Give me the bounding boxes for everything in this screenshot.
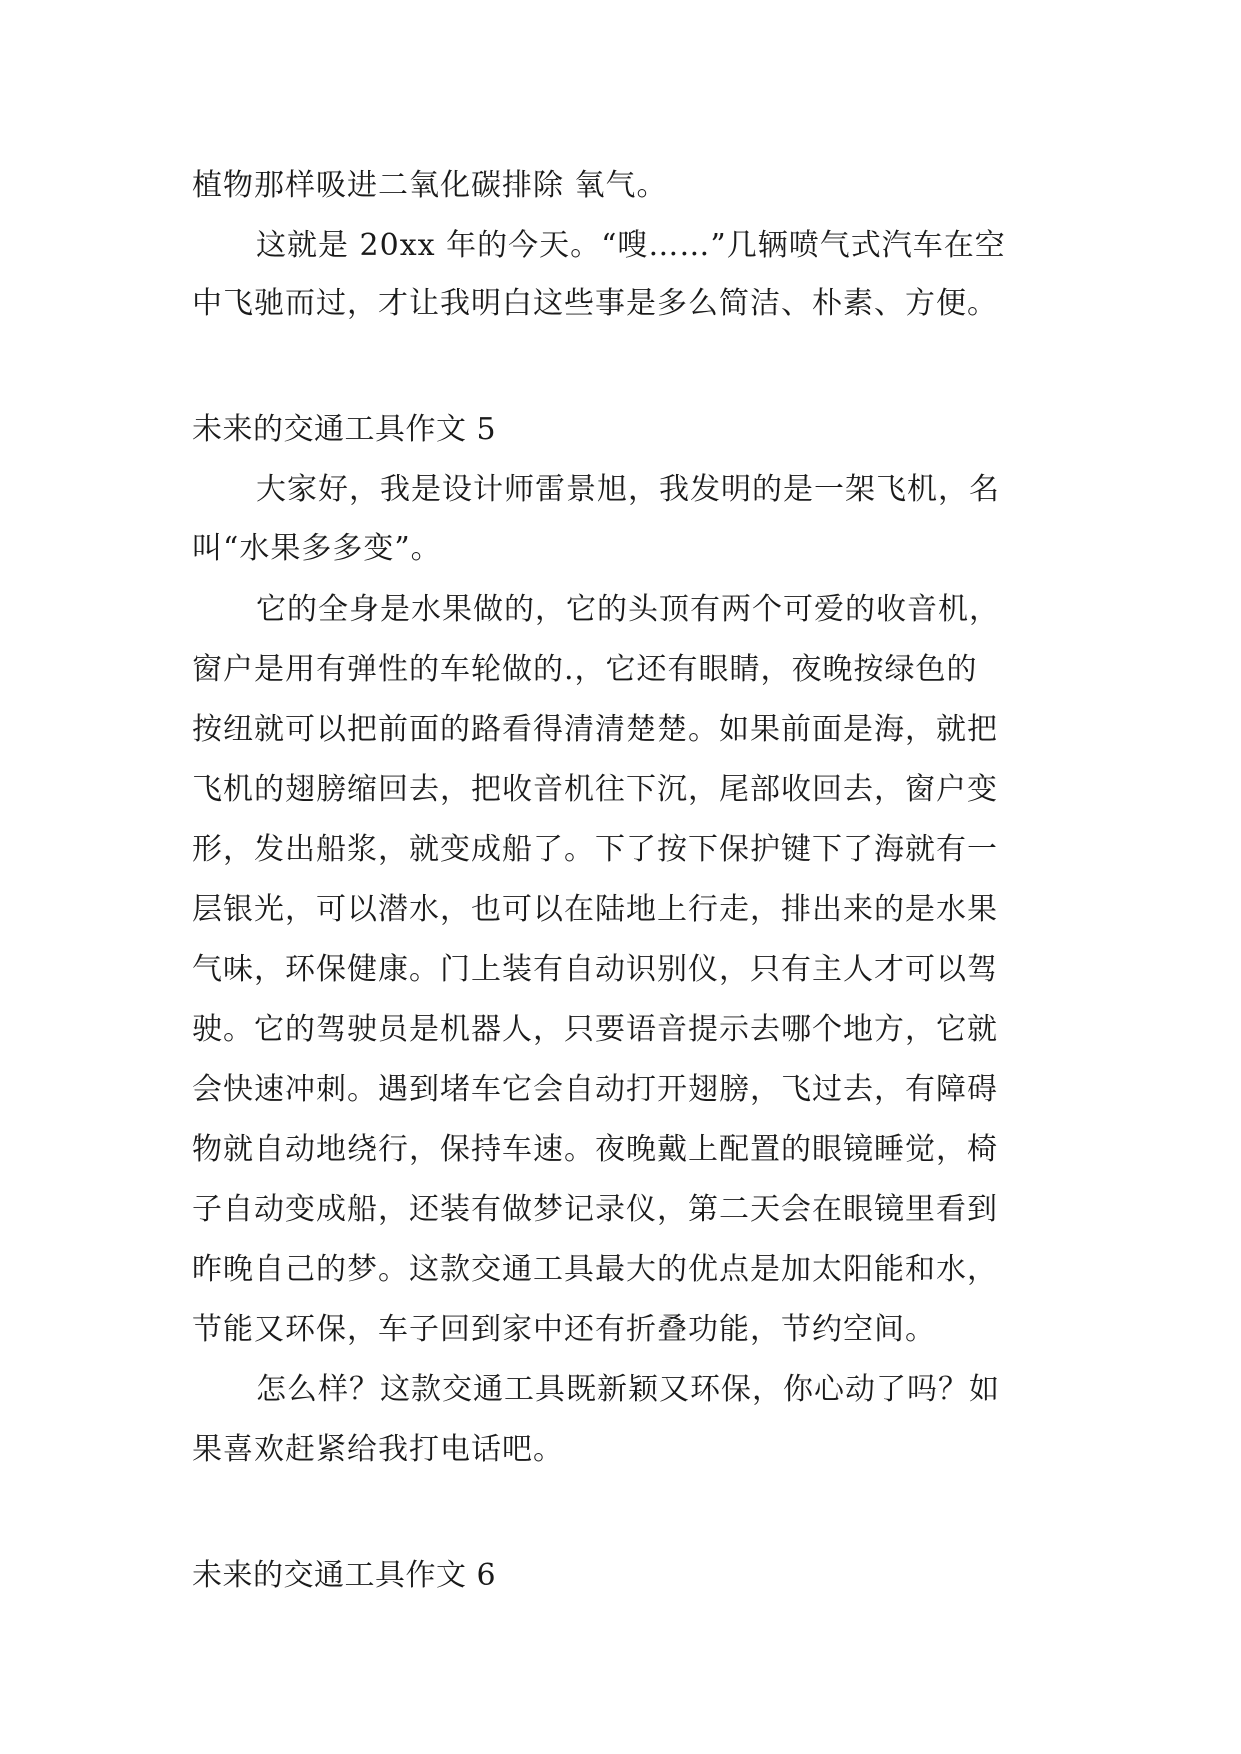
text-line: 按纽就可以把前面的路看得清清楚楚。如果前面是海，就把 <box>192 712 998 747</box>
text-line: 果喜欢赶紧给我打电话吧。 <box>192 1432 564 1467</box>
text-line: 叫“水果多多变”。 <box>192 531 442 566</box>
text-line: 大家好，我是设计师雷景旭，我发明的是一架飞机，名 <box>256 472 1000 507</box>
section-heading: 未来的交通工具作文 6 <box>192 1558 497 1593</box>
text-line: 节能又环保，车子回到家中还有折叠功能，节约空间。 <box>192 1312 936 1347</box>
text-line: 飞机的翅膀缩回去，把收音机往下沉，尾部收回去，窗户变 <box>192 772 998 807</box>
text-line: 驶。它的驾驶员是机器人，只要语音提示去哪个地方，它就 <box>192 1012 998 1047</box>
text-line: 中飞驰而过，才让我明白这些事是多么简洁、朴素、方便。 <box>192 286 998 321</box>
text-line: 怎么样？这款交通工具既新颖又环保，你心动了吗？如 <box>256 1372 1000 1407</box>
section-heading: 未来的交通工具作文 5 <box>192 412 497 447</box>
text-line: 形，发出船浆，就变成船了。下了按下保护键下了海就有一 <box>192 832 998 867</box>
text-line: 子自动变成船，还装有做梦记录仪，第二天会在眼镜里看到 <box>192 1192 998 1227</box>
text-line: 这就是 20xx 年的今天。“嗖……”几辆喷气式汽车在空 <box>256 228 1006 263</box>
text-line: 气味，环保健康。门上装有自动识别仪，只有主人才可以驾 <box>192 952 998 987</box>
text-line: 物就自动地绕行，保持车速。夜晚戴上配置的眼镜睡觉，椅 <box>192 1132 998 1167</box>
text-line: 昨晚自己的梦。这款交通工具最大的优点是加太阳能和水， <box>192 1252 998 1287</box>
text-line: 它的全身是水果做的，它的头顶有两个可爱的收音机， <box>256 592 1000 627</box>
text-line: 会快速冲刺。遇到堵车它会自动打开翅膀，飞过去，有障碍 <box>192 1072 998 1107</box>
text-line: 植物那样吸进二氧化碳排除 氧气。 <box>192 168 668 203</box>
text-line: 窗户是用有弹性的车轮做的.，它还有眼睛，夜晚按绿色的 <box>192 652 978 687</box>
text-line: 层银光，可以潜水，也可以在陆地上行走，排出来的是水果 <box>192 892 998 927</box>
